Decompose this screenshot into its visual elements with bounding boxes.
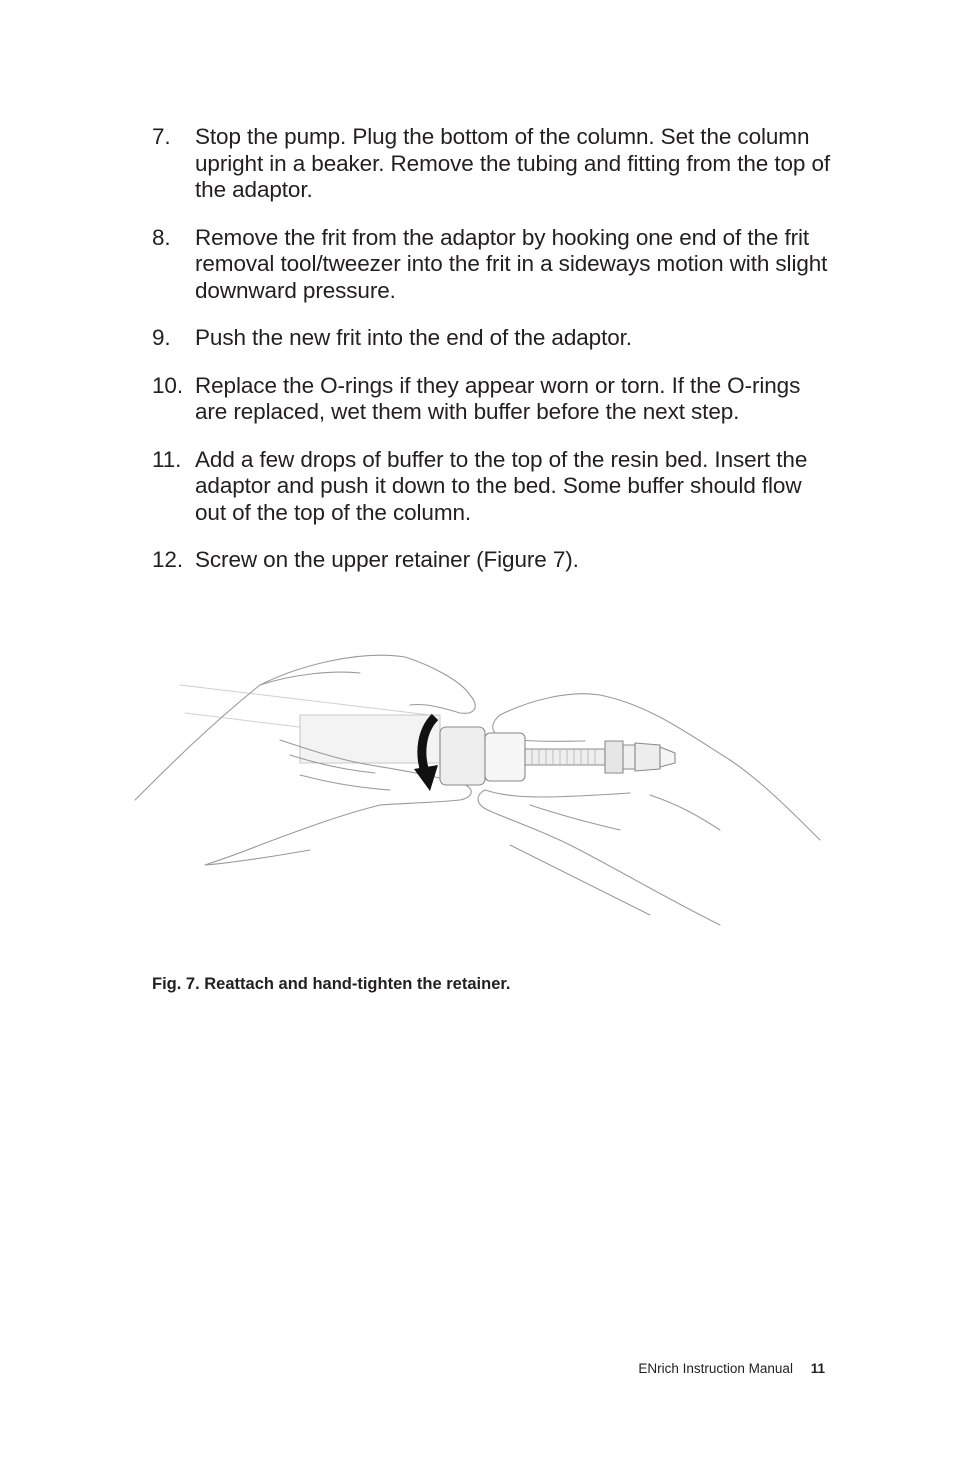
figure-hands-tightening-retainer <box>130 645 830 935</box>
manual-title: ENrich Instruction Manual <box>638 1361 793 1376</box>
step-item <box>152 447 832 527</box>
step-text: Replace the O-rings if they appear worn or torn. If the O-rings are replaced, wet them with buffer before the next step. <box>195 372 801 424</box>
figure-caption: Fig. 7. Reattach and hand-tighten the retainer. <box>152 975 511 993</box>
step-item <box>152 124 832 204</box>
hands-illustration <box>130 645 830 935</box>
step-number: 9. <box>152 325 171 350</box>
step-number: 8. <box>152 224 171 250</box>
step-number: 11. <box>152 446 182 472</box>
page-footer <box>638 1361 825 1376</box>
step-text: Remove the frit from the adaptor by hooking one end of the frit removal tool/tweezer into the frit in a sideways motion with slight downward pressure. <box>195 224 828 303</box>
step-item <box>152 547 832 574</box>
step-item <box>152 325 832 352</box>
step-item <box>152 225 832 305</box>
step-number: 10. <box>152 372 183 398</box>
step-text: Add a few drops of buffer to the top of the resin bed. Insert the adaptor and push it down to the bed. Some buffer should flow out of the top of the column. <box>195 446 808 525</box>
procedure-steps <box>152 124 832 595</box>
page-number: 11 <box>810 1361 825 1376</box>
step-text: Stop the pump. Plug the bottom of the column. Set the column upright in a beaker. Remove the tubing and fitting from the top of the adaptor. <box>195 124 831 202</box>
step-number: 7. <box>152 124 171 149</box>
step-number: 12. <box>152 547 183 572</box>
step-text: Push the new frit into the end of the adaptor. <box>195 325 632 350</box>
step-item <box>152 373 832 426</box>
step-text: Screw on the upper retainer (Figure 7). <box>195 547 579 572</box>
